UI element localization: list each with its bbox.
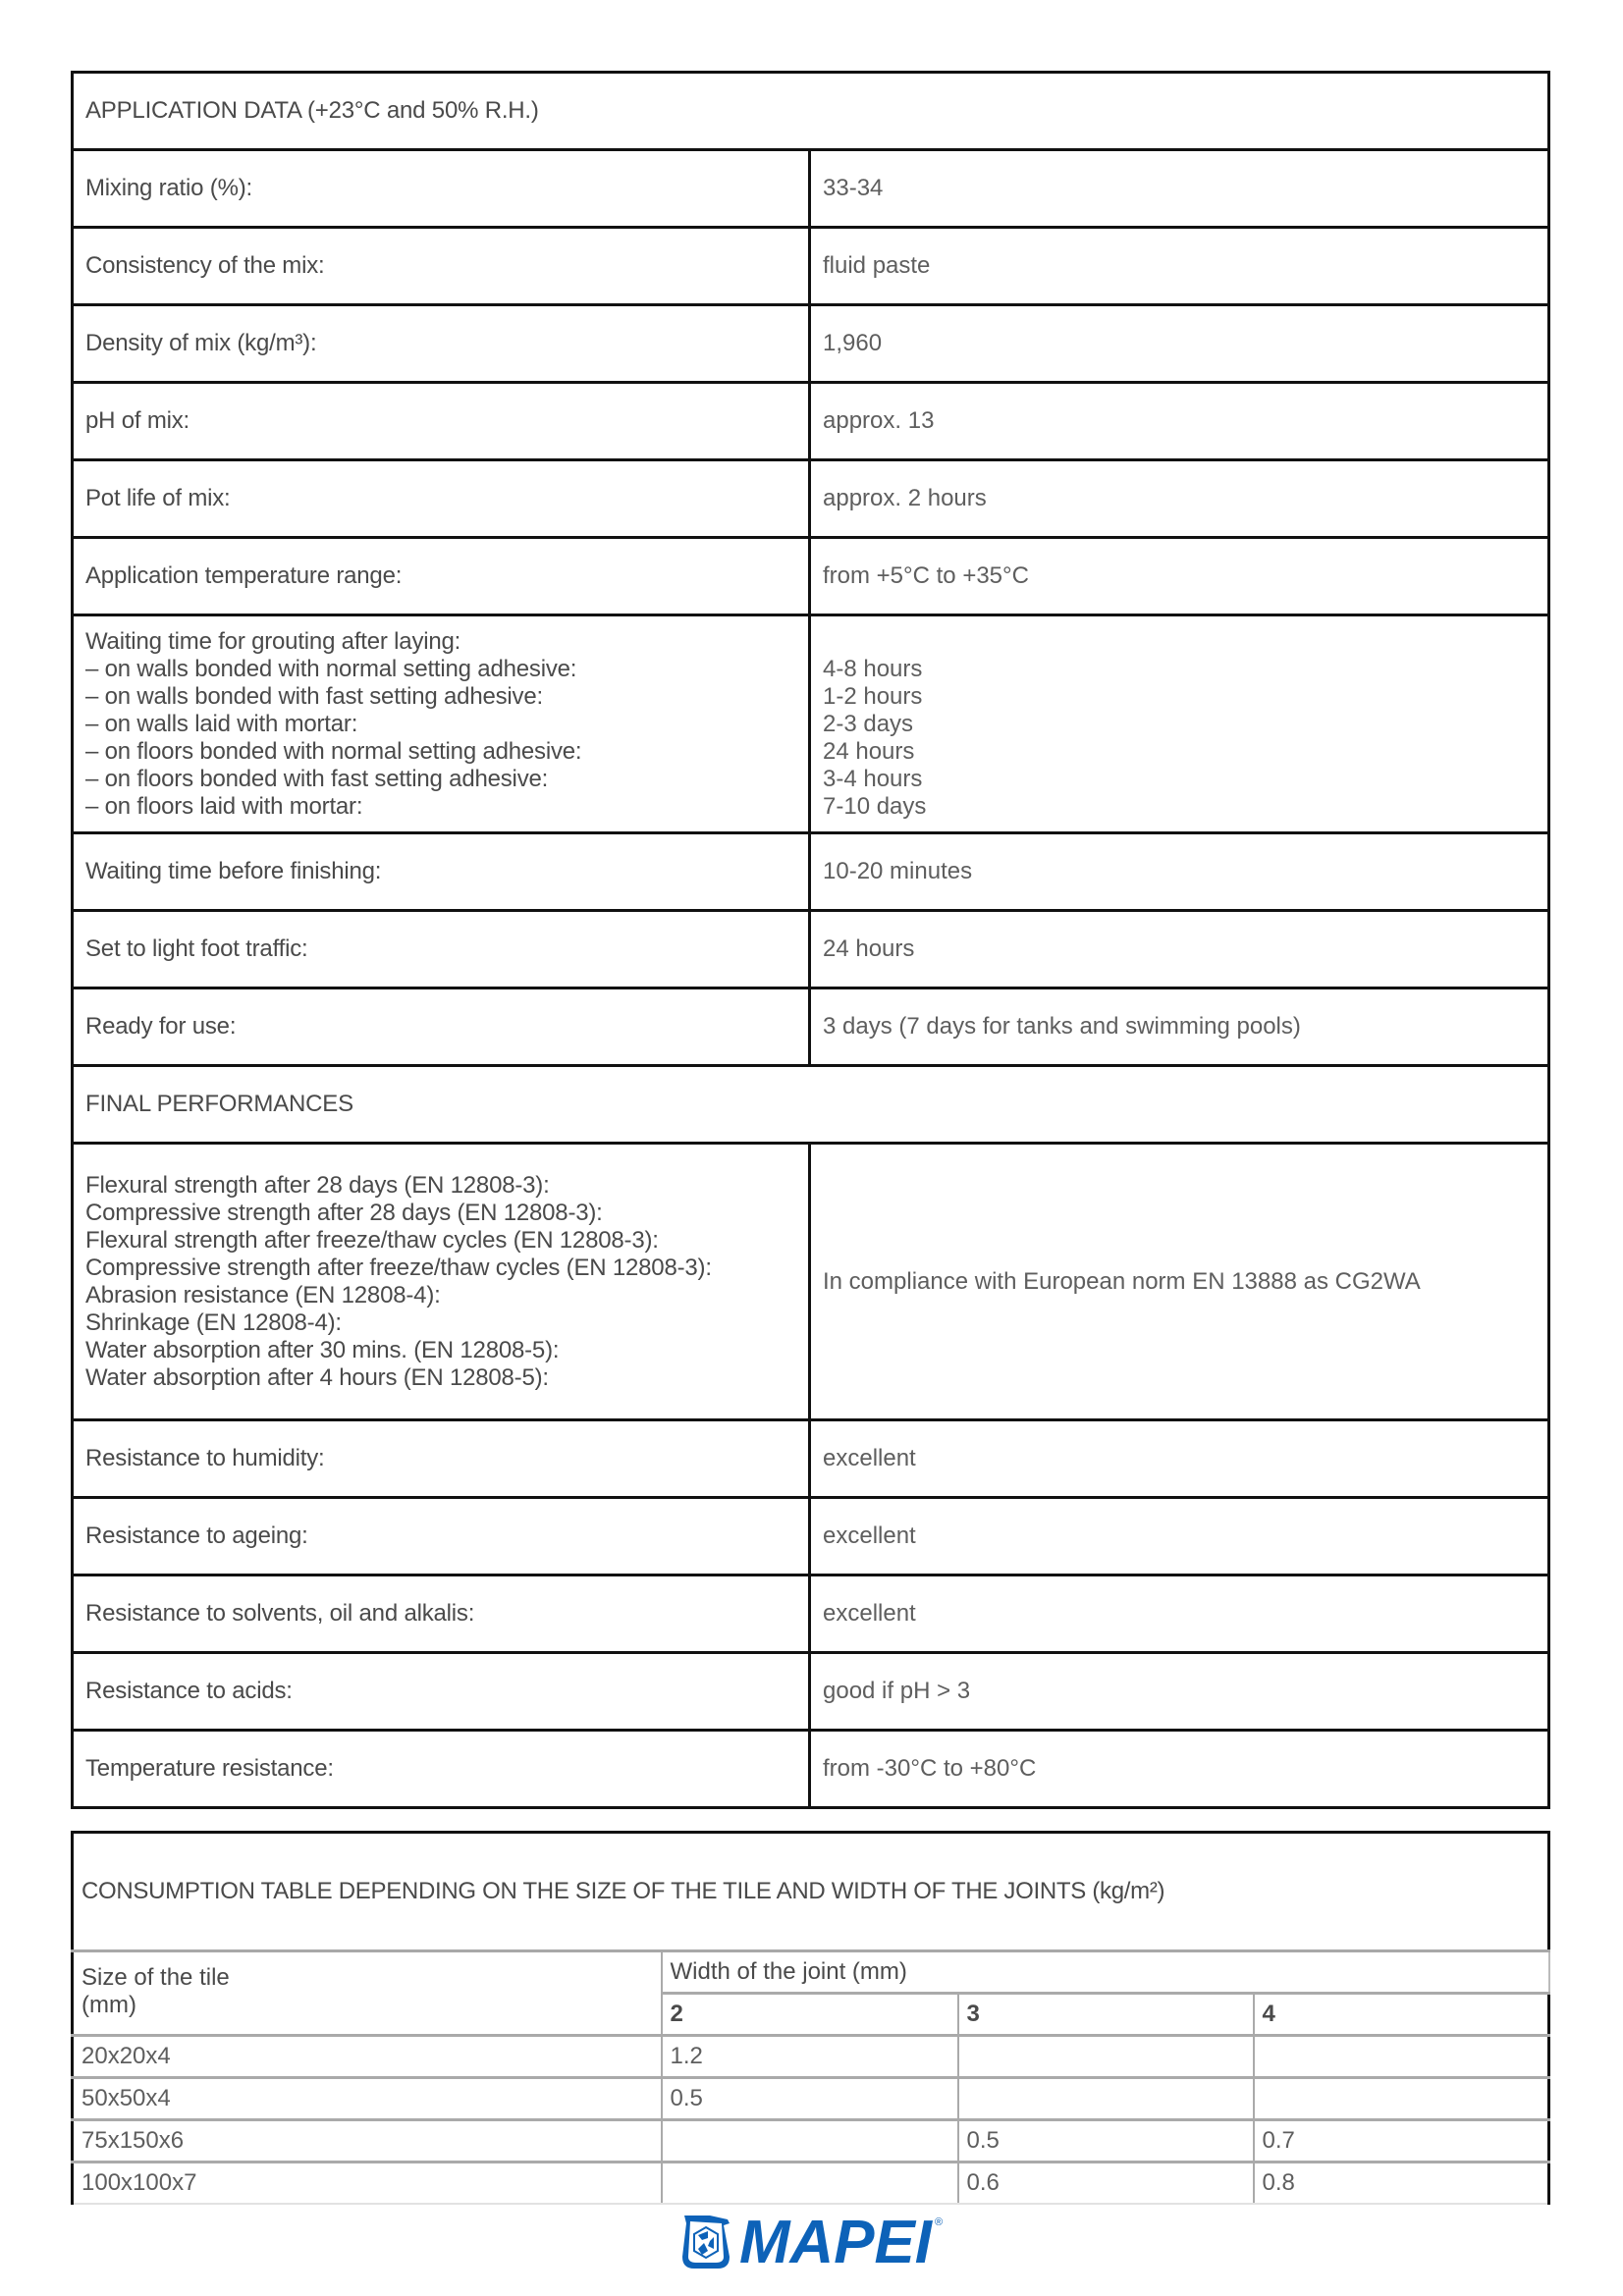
strength-label: Compressive strength after freeze/thaw cycles (EN 12808-3): [85,1254,712,1281]
row-label [73,1144,810,1420]
tile-size: 50x50x4 [73,2078,662,2120]
row-label: Set to light foot traffic: [73,911,810,988]
table-row [73,911,1549,988]
row-value: good if pH > 3 [810,1653,1549,1731]
table-row-strength [73,1144,1549,1420]
table-row [73,2036,1549,2078]
waiting-item-value: 4-8 hours [823,655,923,682]
strength-label: Compressive strength after 28 days (EN 12808-3): [85,1199,603,1226]
size-header-line2: (mm) [81,1992,136,2018]
consumption-value: 1.2 [662,2036,958,2078]
row-value: 10-20 minutes [810,833,1549,911]
row-value: excellent [810,1420,1549,1498]
tile-size: 20x20x4 [73,2036,662,2078]
row-value: 33-34 [810,150,1549,228]
waiting-item-value: 7-10 days [823,792,927,820]
strength-label: Water absorption after 4 hours (EN 12808-5): [85,1363,549,1391]
waiting-item-value: 24 hours [823,737,915,765]
row-label: Resistance to humidity: [73,1420,810,1498]
mapei-logo-icon [680,2212,947,2270]
waiting-item-label: – on walls laid with mortar: [85,710,358,737]
table-row [73,1575,1549,1653]
spacer [823,628,1536,656]
section-header-row [73,73,1549,150]
row-label: Pot life of mix: [73,460,810,538]
consumption-table [71,1831,1550,2205]
table-row [73,2078,1549,2120]
width-column-header: Width of the joint (mm) [662,1951,1549,1994]
table-row [73,1653,1549,1731]
registered-mark: ® [935,2216,944,2228]
table-row [73,2120,1549,2163]
table-row [73,538,1549,615]
row-label: Temperature resistance: [73,1731,810,1808]
strength-label: Flexural strength after 28 days (EN 12808-3): [85,1171,550,1199]
section-title-final-performances: FINAL PERFORMANCES [73,1066,1549,1144]
waiting-item-label: – on walls bonded with normal setting adhesive: [85,655,577,682]
table-row [73,305,1549,383]
joint-width-header: 3 [958,1994,1254,2036]
row-value: fluid paste [810,228,1549,305]
consumption-value: 0.8 [1254,2163,1549,2205]
waiting-grouting-title: Waiting time for grouting after laying: [85,627,461,655]
row-label: pH of mix: [73,383,810,460]
logo-text: MAPEI [739,2212,934,2270]
row-value: 3 days (7 days for tanks and swimming pools) [810,988,1549,1066]
row-value: excellent [810,1575,1549,1653]
row-value: from +5°C to +35°C [810,538,1549,615]
tile-size: 100x100x7 [73,2163,662,2205]
size-column-header [73,1951,662,2036]
consumption-value [662,2163,958,2205]
consumption-value: 0.6 [958,2163,1254,2205]
consumption-title-row [73,1833,1549,1951]
row-value: In compliance with European norm EN 13888 as CG2WA [810,1144,1549,1420]
row-value: 24 hours [810,911,1549,988]
consumption-value [958,2078,1254,2120]
row-label: Resistance to solvents, oil and alkalis: [73,1575,810,1653]
table-row-waiting-grouting [73,615,1549,833]
mapei-logo [680,2212,947,2270]
waiting-item-label: – on floors bonded with fast setting adhesive: [85,765,549,792]
row-label: Ready for use: [73,988,810,1066]
strength-label: Flexural strength after freeze/thaw cycles (EN 12808-3): [85,1226,659,1254]
consumption-value [1254,2078,1549,2120]
row-value: from -30°C to +80°C [810,1731,1549,1808]
consumption-value [1254,2036,1549,2078]
table-row [73,988,1549,1066]
consumption-value: 0.5 [958,2120,1254,2163]
row-label: Mixing ratio (%): [73,150,810,228]
section-header-row [73,1066,1549,1144]
consumption-value: 0.7 [1254,2120,1549,2163]
waiting-item-label: – on floors bonded with normal setting adhesive: [85,737,582,765]
table-row [73,150,1549,228]
size-header-line1: Size of the tile [81,1964,230,1991]
waiting-item-value: 1-2 hours [823,682,923,710]
section-title-application-data: APPLICATION DATA (+23°C and 50% R.H.) [73,73,1549,150]
table-row [73,1731,1549,1808]
row-label: Resistance to ageing: [73,1498,810,1575]
waiting-item-label: – on floors laid with mortar: [85,792,363,820]
row-label: Waiting time before finishing: [73,833,810,911]
tile-size: 75x150x6 [73,2120,662,2163]
row-label [73,615,810,833]
table-row [73,228,1549,305]
row-value: approx. 2 hours [810,460,1549,538]
row-label: Resistance to acids: [73,1653,810,1731]
row-label: Application temperature range: [73,538,810,615]
row-value: approx. 13 [810,383,1549,460]
row-label: Density of mix (kg/m³): [73,305,810,383]
consumption-value: 0.5 [662,2078,958,2120]
waiting-item-value: 3-4 hours [823,765,923,792]
row-value: 1,960 [810,305,1549,383]
waiting-item-label: – on walls bonded with fast setting adhesive: [85,682,543,710]
joint-width-header: 2 [662,1994,958,2036]
application-data-table [71,71,1550,1809]
table-row [73,460,1549,538]
joint-width-header: 4 [1254,1994,1549,2036]
strength-label: Water absorption after 30 mins. (EN 12808-5): [85,1336,560,1363]
waiting-item-value: 2-3 days [823,710,914,737]
consumption-header-row [73,1951,1549,1994]
consumption-value [958,2036,1254,2078]
strength-label: Shrinkage (EN 12808-4): [85,1308,342,1336]
strength-label: Abrasion resistance (EN 12808-4): [85,1281,441,1308]
table-row [73,833,1549,911]
table-row [73,1498,1549,1575]
consumption-value [662,2120,958,2163]
row-label: Consistency of the mix: [73,228,810,305]
table-row [73,383,1549,460]
table-row [73,1420,1549,1498]
row-value: excellent [810,1498,1549,1575]
consumption-table-title: CONSUMPTION TABLE DEPENDING ON THE SIZE OF THE TILE AND WIDTH OF THE JOINTS (kg/m²) [73,1833,1549,1951]
table-row [73,2163,1549,2205]
row-value [810,615,1549,833]
